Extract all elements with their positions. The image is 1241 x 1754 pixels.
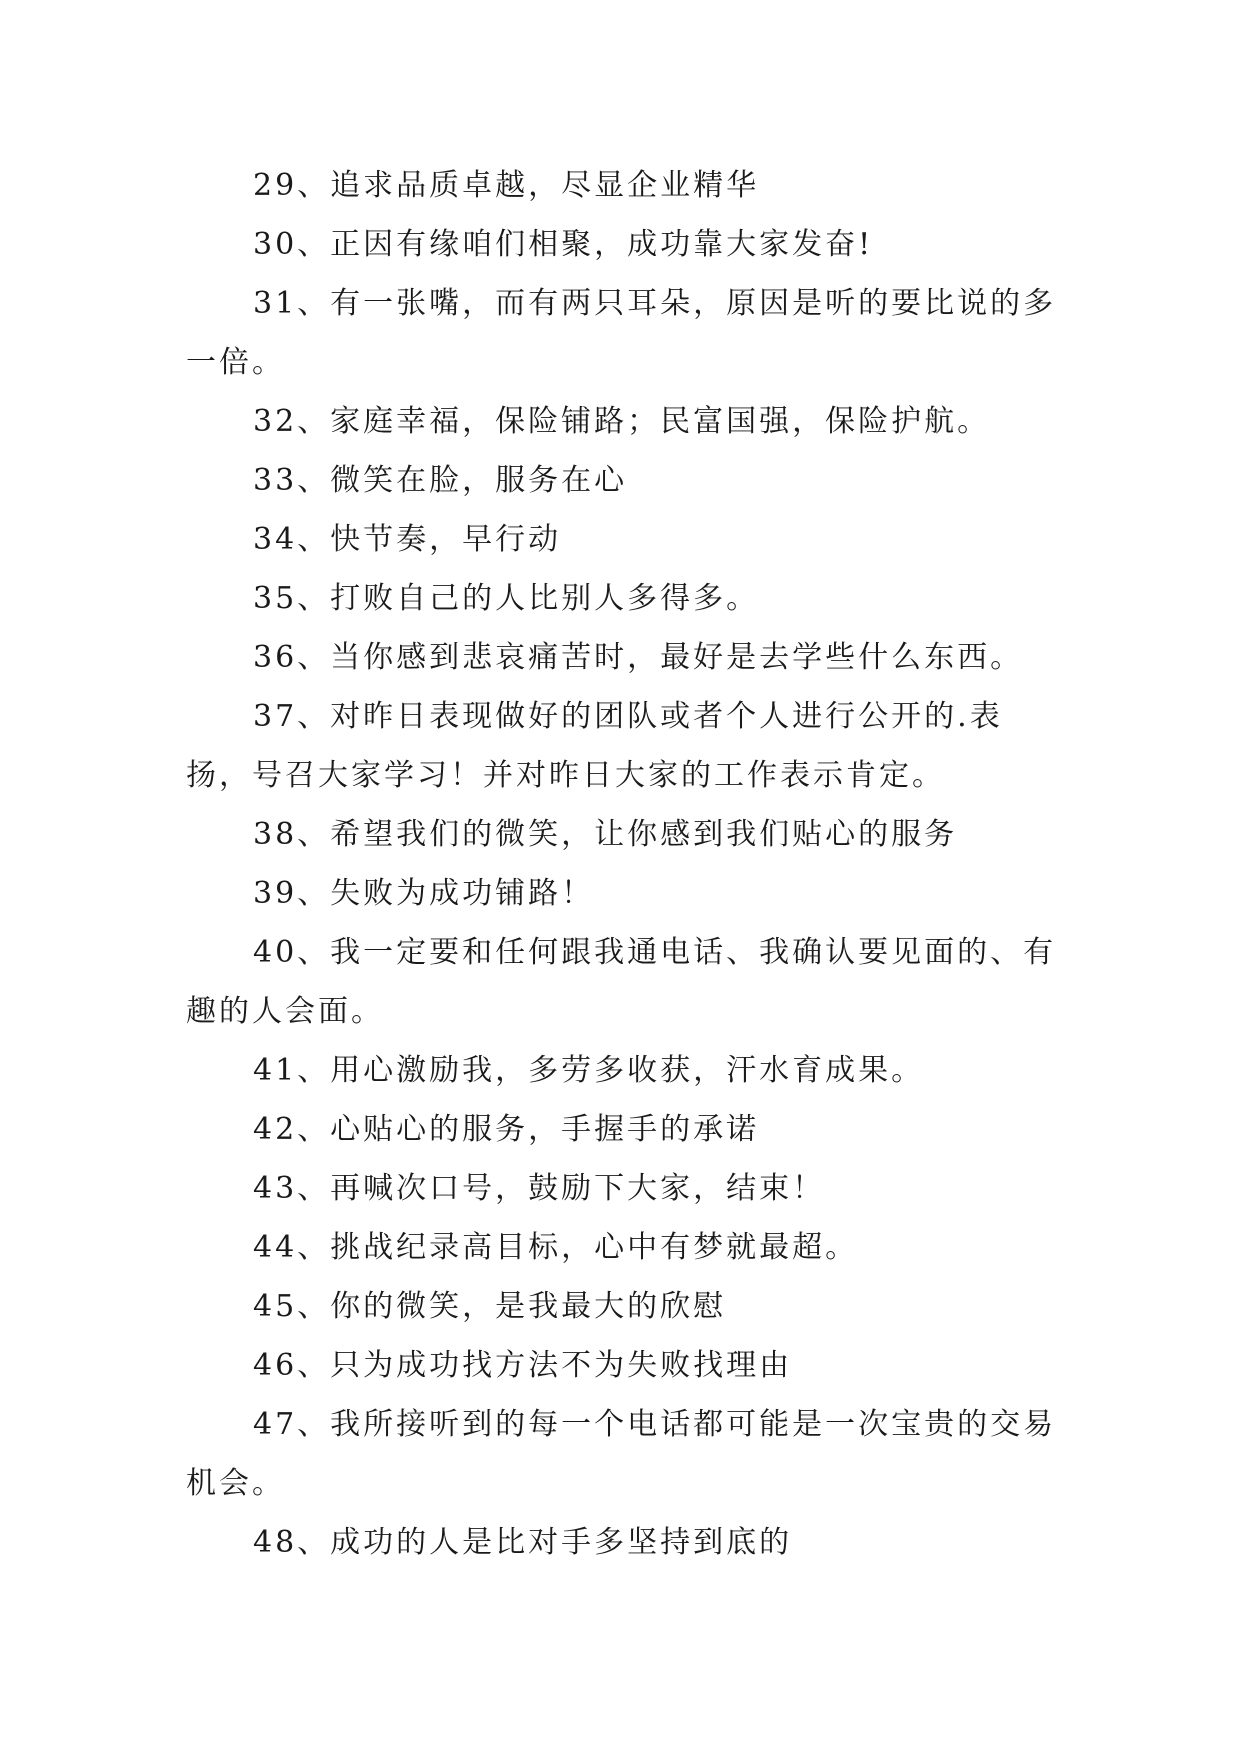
list-item: 40、我一定要和任何跟我通电话、我确认要见面的、有趣的人会面。: [186, 935, 1057, 1029]
list-item: 36、当你感到悲哀痛苦时，最好是去学些什么东西。: [253, 640, 1024, 675]
list-item: 35、打败自己的人比别人多得多。: [253, 581, 760, 616]
list-item: 44、挑战纪录高目标，心中有梦就最超。: [253, 1230, 859, 1265]
document-body: [186, 156, 1058, 1572]
list-item: 45、你的微笑，是我最大的欣慰: [253, 1289, 727, 1324]
list-item: 29、追求品质卓越，尽显企业精华: [253, 168, 760, 203]
list-item: 39、失败为成功铺路！: [253, 876, 595, 911]
list-item: 30、正因有缘咱们相聚，成功靠大家发奋!: [253, 227, 874, 262]
list-item: 33、微笑在脸，服务在心: [253, 463, 628, 498]
list-item: 48、成功的人是比对手多坚持到底的: [253, 1525, 793, 1560]
list-item: 34、快节奏，早行动: [253, 522, 562, 557]
list-item: 42、心贴心的服务，手握手的承诺: [253, 1112, 760, 1147]
list-item: 41、用心激励我，多劳多收获，汗水育成果。: [253, 1053, 925, 1088]
list-item: 31、有一张嘴，而有两只耳朵，原因是听的要比说的多一倍。: [186, 286, 1057, 380]
list-item: 37、对昨日表现做好的团队或者个人进行公开的.表扬，号召大家学习！并对昨日大家的工作表示肯定。: [186, 699, 1003, 793]
list-item: 43、再喊次口号，鼓励下大家，结束！: [253, 1171, 826, 1206]
list-item: 46、只为成功找方法不为失败找理由: [253, 1348, 793, 1383]
list-item: 38、希望我们的微笑，让你感到我们贴心的服务: [253, 817, 958, 852]
list-item: 32、家庭幸福，保险铺路；民富国强，保险护航。: [253, 404, 991, 439]
list-item: 47、我所接听到的每一个电话都可能是一次宝贵的交易机会。: [186, 1407, 1057, 1501]
